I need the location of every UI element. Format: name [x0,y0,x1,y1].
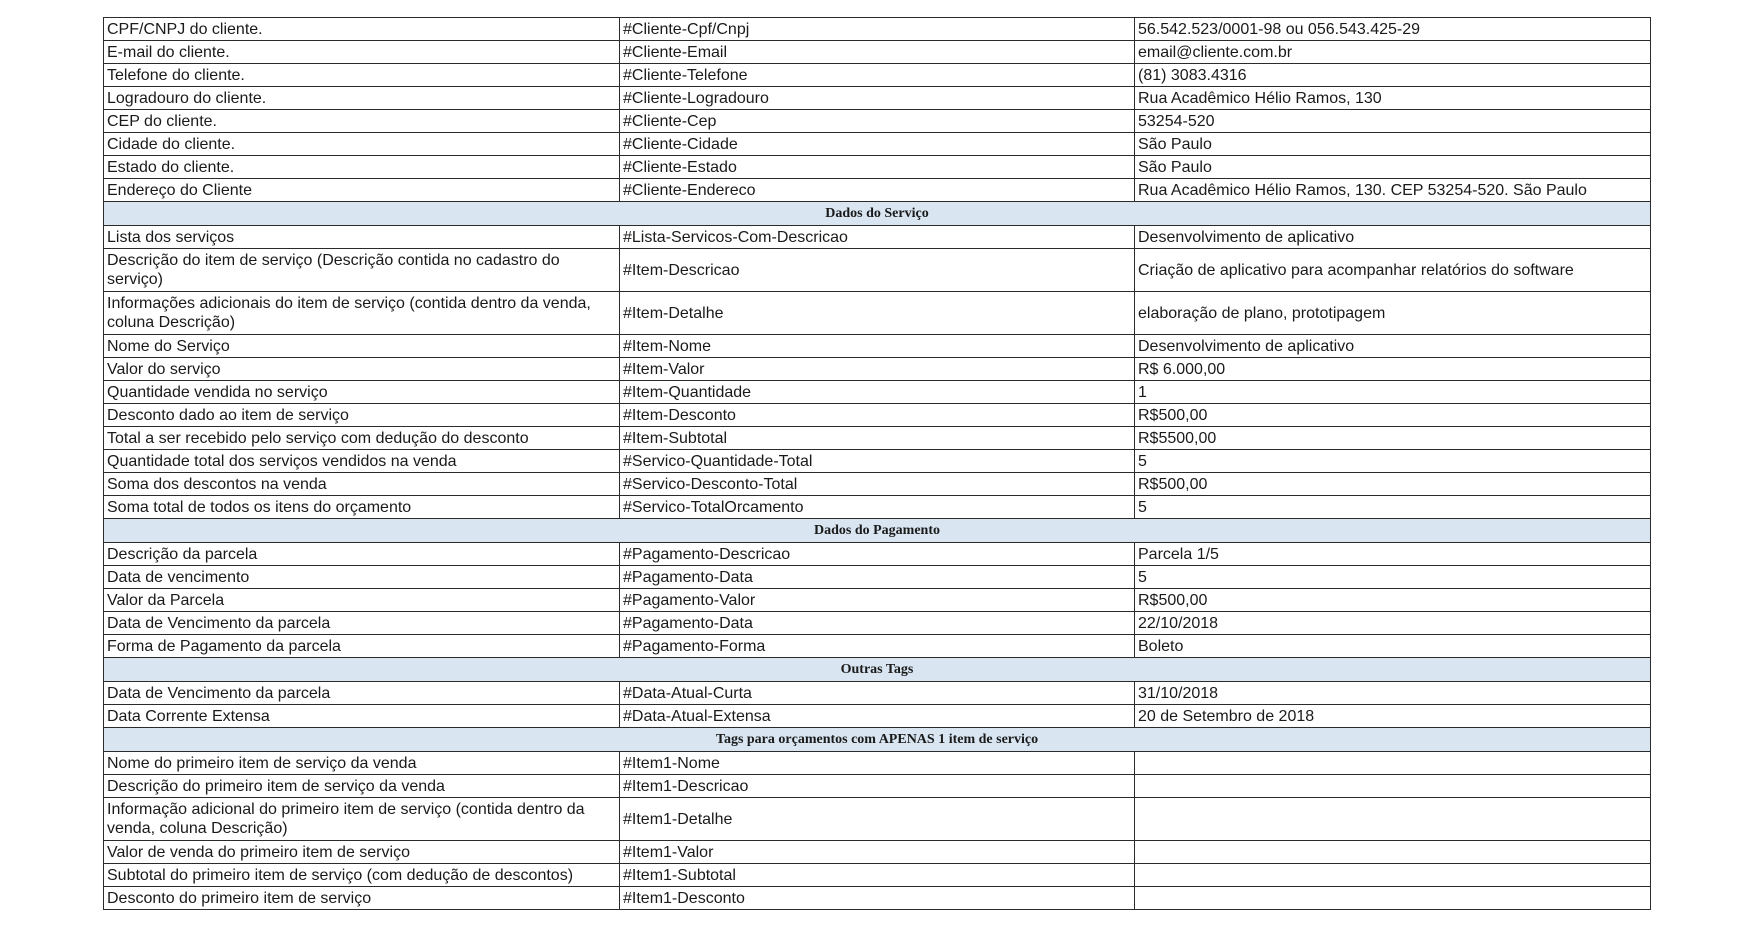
table-row [104,705,1651,728]
row-description: Data de Vencimento da parcela [104,612,620,635]
row-tag: #Item-Detalhe [620,292,1135,335]
row-description: Valor do serviço [104,358,620,381]
row-tag: #Item-Desconto [620,404,1135,427]
row-tag: #Lista-Servicos-Com-Descricao [620,226,1135,249]
row-example [1135,887,1651,910]
row-description: Logradouro do cliente. [104,87,620,110]
table-row [104,775,1651,798]
row-example: 5 [1135,450,1651,473]
row-tag: #Cliente-Email [620,41,1135,64]
row-description: Soma total de todos os itens do orçamento [104,496,620,519]
table-row [104,682,1651,705]
row-description: CPF/CNPJ do cliente. [104,18,620,41]
row-description: Nome do primeiro item de serviço da venda [104,752,620,775]
row-example: R$500,00 [1135,404,1651,427]
table-row [104,87,1651,110]
table-row [104,292,1651,335]
table-row [104,543,1651,566]
row-description: Desconto do primeiro item de serviço [104,887,620,910]
row-example: R$ 6.000,00 [1135,358,1651,381]
row-description: Telefone do cliente. [104,64,620,87]
row-description: CEP do cliente. [104,110,620,133]
row-tag: #Cliente-Cpf/Cnpj [620,18,1135,41]
row-description: Descrição da parcela [104,543,620,566]
table-row [104,427,1651,450]
section-header-row [104,728,1651,752]
row-description: Lista dos serviços [104,226,620,249]
row-tag: #Pagamento-Data [620,612,1135,635]
row-description: Cidade do cliente. [104,133,620,156]
row-tag: #Item-Subtotal [620,427,1135,450]
table-row [104,64,1651,87]
row-example: elaboração de plano, prototipagem [1135,292,1651,335]
row-example: 20 de Setembro de 2018 [1135,705,1651,728]
row-example [1135,752,1651,775]
row-example: 5 [1135,566,1651,589]
row-description: Informação adicional do primeiro item de serviço (contida dentro da venda, coluna Descrição) [104,798,620,841]
table-row [104,473,1651,496]
row-example: Desenvolvimento de aplicativo [1135,335,1651,358]
table-row [104,589,1651,612]
row-tag: #Servico-Desconto-Total [620,473,1135,496]
section-header-row [104,658,1651,682]
row-description: Nome do Serviço [104,335,620,358]
row-description: Total a ser recebido pelo serviço com dedução do desconto [104,427,620,450]
table-row [104,358,1651,381]
table-row [104,496,1651,519]
table-row [104,752,1651,775]
section-title: Dados do Serviço [104,202,1651,226]
row-description: Soma dos descontos na venda [104,473,620,496]
row-example [1135,841,1651,864]
table-row [104,249,1651,292]
table-row [104,864,1651,887]
row-description: Desconto dado ao item de serviço [104,404,620,427]
row-tag: #Item1-Subtotal [620,864,1135,887]
row-tag: #Cliente-Cidade [620,133,1135,156]
row-example: 22/10/2018 [1135,612,1651,635]
row-tag: #Item-Nome [620,335,1135,358]
table-row [104,110,1651,133]
row-description: E-mail do cliente. [104,41,620,64]
table-row [104,566,1651,589]
row-example: São Paulo [1135,133,1651,156]
section-header-row [104,519,1651,543]
table-row [104,450,1651,473]
row-tag: #Cliente-Estado [620,156,1135,179]
row-example: São Paulo [1135,156,1651,179]
row-example: Desenvolvimento de aplicativo [1135,226,1651,249]
table-row [104,841,1651,864]
row-tag: #Item1-Desconto [620,887,1135,910]
row-example: 56.542.523/0001-98 ou 056.543.425-29 [1135,18,1651,41]
row-tag: #Pagamento-Forma [620,635,1135,658]
row-tag: #Item1-Valor [620,841,1135,864]
table-row [104,226,1651,249]
row-description: Endereço do Cliente [104,179,620,202]
row-tag: #Data-Atual-Extensa [620,705,1135,728]
section-title: Dados do Pagamento [104,519,1651,543]
row-description: Valor de venda do primeiro item de serviço [104,841,620,864]
row-example: Rua Acadêmico Hélio Ramos, 130. CEP 53254-520. São Paulo [1135,179,1651,202]
row-tag: #Cliente-Telefone [620,64,1135,87]
section-title: Outras Tags [104,658,1651,682]
table-row [104,41,1651,64]
row-tag: #Item1-Nome [620,752,1135,775]
row-description: Quantidade vendida no serviço [104,381,620,404]
row-example: R$5500,00 [1135,427,1651,450]
row-description: Valor da Parcela [104,589,620,612]
row-example [1135,775,1651,798]
row-example: (81) 3083.4316 [1135,64,1651,87]
row-tag: #Item1-Descricao [620,775,1135,798]
row-tag: #Item-Valor [620,358,1135,381]
section-header-row [104,202,1651,226]
row-example: Boleto [1135,635,1651,658]
row-description: Forma de Pagamento da parcela [104,635,620,658]
row-description: Quantidade total dos serviços vendidos na venda [104,450,620,473]
row-description: Descrição do item de serviço (Descrição contida no cadastro do serviço) [104,249,620,292]
row-tag: #Data-Atual-Curta [620,682,1135,705]
table-row [104,179,1651,202]
section-title: Tags para orçamentos com APENAS 1 item de serviço [104,728,1651,752]
row-tag: #Item-Quantidade [620,381,1135,404]
row-description: Informações adicionais do item de serviço (contida dentro da venda, coluna Descrição) [104,292,620,335]
row-tag: #Cliente-Logradouro [620,87,1135,110]
table-row [104,156,1651,179]
row-example: 1 [1135,381,1651,404]
row-tag: #Cliente-Endereco [620,179,1135,202]
row-example: R$500,00 [1135,589,1651,612]
table-row [104,404,1651,427]
row-description: Descrição do primeiro item de serviço da venda [104,775,620,798]
row-example: R$500,00 [1135,473,1651,496]
table-row [104,635,1651,658]
row-tag: #Servico-TotalOrcamento [620,496,1135,519]
row-tag: #Pagamento-Descricao [620,543,1135,566]
table-row [104,612,1651,635]
row-example: Rua Acadêmico Hélio Ramos, 130 [1135,87,1651,110]
row-example: Parcela 1/5 [1135,543,1651,566]
row-tag: #Item1-Detalhe [620,798,1135,841]
table-row [104,381,1651,404]
table-row [104,335,1651,358]
table-row [104,18,1651,41]
tags-table [103,17,1651,910]
row-example [1135,864,1651,887]
row-example: 53254-520 [1135,110,1651,133]
table-row [104,798,1651,841]
row-tag: #Item-Descricao [620,249,1135,292]
row-example [1135,798,1651,841]
row-example: 31/10/2018 [1135,682,1651,705]
row-tag: #Pagamento-Data [620,566,1135,589]
row-description: Data de vencimento [104,566,620,589]
row-example: Criação de aplicativo para acompanhar relatórios do software [1135,249,1651,292]
row-description: Data de Vencimento da parcela [104,682,620,705]
table-row [104,887,1651,910]
row-description: Subtotal do primeiro item de serviço (com dedução de descontos) [104,864,620,887]
row-description: Estado do cliente. [104,156,620,179]
row-example: 5 [1135,496,1651,519]
row-description: Data Corrente Extensa [104,705,620,728]
row-tag: #Servico-Quantidade-Total [620,450,1135,473]
row-tag: #Cliente-Cep [620,110,1135,133]
table-row [104,133,1651,156]
row-example: email@cliente.com.br [1135,41,1651,64]
row-tag: #Pagamento-Valor [620,589,1135,612]
